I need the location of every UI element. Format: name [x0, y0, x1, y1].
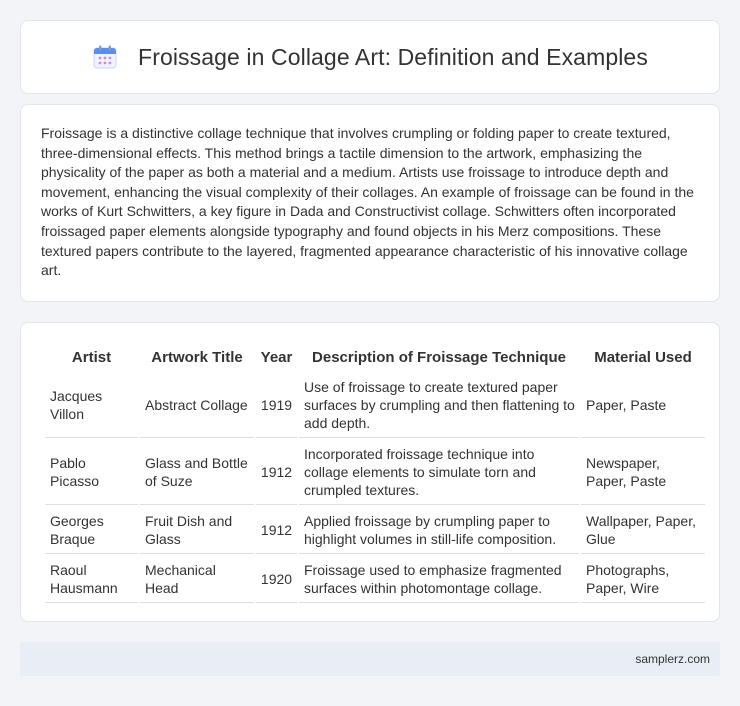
description-cell: Applied froissage by crumpling paper to highlight volumes in still-life composition.	[299, 507, 579, 554]
title-wrap	[92, 44, 648, 71]
material-cell: Wallpaper, Paper, Glue	[581, 507, 705, 554]
material-cell: Paper, Paste	[581, 373, 705, 438]
material-cell: Photographs, Paper, Wire	[581, 556, 705, 603]
year-cell: 1919	[256, 373, 297, 438]
calendar-icon	[92, 44, 118, 70]
artist-cell: Georges Braque	[45, 507, 138, 554]
page-title: Froissage in Collage Art: Definition and Examples	[138, 43, 648, 70]
artwork-title-cell: Abstract Collage	[140, 373, 254, 438]
artist-cell: Pablo Picasso	[45, 440, 138, 505]
table-row	[45, 440, 705, 505]
table-row	[45, 556, 705, 603]
column-header-description: Description of Froissage Technique	[312, 349, 566, 366]
intro-card	[20, 104, 720, 302]
header-card	[20, 20, 720, 94]
footer-bar	[20, 642, 720, 676]
year-cell: 1912	[256, 507, 297, 554]
artist-cell: Raoul Hausmann	[45, 556, 138, 603]
intro-paragraph: Froissage is a distinctive collage technique that involves crumpling or folding paper to create textured, three-dimensional effects. This method brings a tactile dimension to the artwork, emphasizing the physicality of the paper as both a material and a medium. Artists use froissage to introduce depth and movement, enhancing the visual complexity of their collages. An example of froissage can be found in the works of Kurt Schwitters, a key figure in Dada and Constructivist collage. Schwitters often incorporated froissaged paper elements alongside typography and found objects in his Merz compositions. These textured papers contribute to the layered, fragmented appearance characteristic of his innovative collage art.	[41, 125, 694, 279]
table-row	[45, 373, 705, 438]
artwork-title-cell: Fruit Dish and Glass	[140, 507, 254, 554]
column-header-artist: Artist	[71, 349, 112, 366]
year-cell: 1912	[256, 440, 297, 505]
artist-cell: Jacques Villon	[45, 373, 138, 438]
table-row	[45, 507, 705, 554]
description-cell: Incorporated froissage technique into collage elements to simulate torn and crumpled textures.	[299, 440, 579, 505]
year-cell: 1920	[256, 556, 297, 603]
table-header-row	[45, 341, 705, 371]
froissage-table	[43, 339, 707, 605]
description-cell: Use of froissage to create textured paper surfaces by crumpling and then flattening to add depth.	[299, 373, 579, 438]
artwork-title-cell: Glass and Bottle of Suze	[140, 440, 254, 505]
material-cell: Newspaper, Paper, Paste	[581, 440, 705, 505]
description-cell: Froissage used to emphasize fragmented surfaces within photomontage collage.	[299, 556, 579, 603]
artwork-title-cell: Mechanical Head	[140, 556, 254, 603]
table-card	[20, 322, 720, 622]
column-header-material: Material Used	[594, 349, 692, 366]
column-header-year: Year	[260, 349, 293, 366]
footer-site-link[interactable]: samplerz.com	[635, 652, 710, 666]
column-header-artwork-title: Artwork Title	[151, 349, 243, 366]
